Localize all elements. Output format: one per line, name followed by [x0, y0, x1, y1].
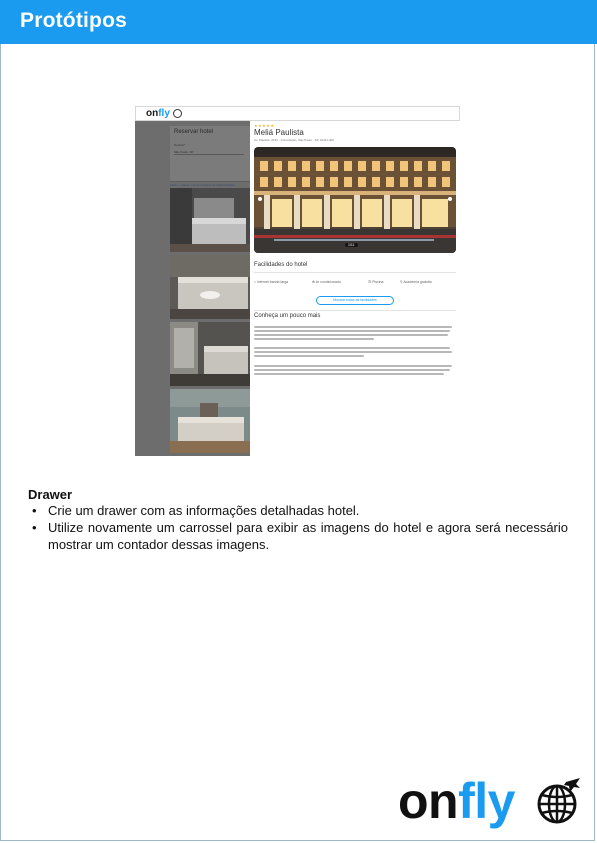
- about-title: Conheça um pouco mais: [254, 313, 321, 319]
- hotel-drawer: [250, 121, 460, 456]
- requirements-list: [28, 502, 568, 553]
- carousel-prev-button[interactable]: [258, 197, 262, 201]
- image-carousel[interactable]: [254, 147, 456, 253]
- globe-icon: [173, 109, 182, 118]
- facility-gym: ⚲ Academia gratuita: [400, 280, 432, 284]
- about-paragraph: [254, 365, 454, 368]
- breadcrumb: Início > Hotéis > Acomodações do Meliá Paulista: [170, 183, 236, 187]
- search-card: [170, 126, 250, 182]
- hotel-thumbnail[interactable]: [170, 322, 250, 386]
- show-all-facilities-button[interactable]: Mostrar todas as facilidades: [316, 296, 394, 305]
- divider: [254, 272, 456, 273]
- destination-value: São Paulo, SP: [174, 150, 194, 154]
- page-title: Protótipos: [20, 9, 127, 32]
- globe-airplane-icon: [536, 776, 582, 826]
- hotel-address: Av. Paulista, 2181 - Consolação, São Paulo - SP, 01311-300: [254, 138, 334, 142]
- hotel-facade-image: [254, 147, 456, 253]
- footer-logo-wordmark: onfly: [398, 773, 515, 829]
- facility-wifi: ≈ Internet banda larga: [254, 280, 289, 284]
- prototype-topbar: [135, 106, 460, 121]
- facilities-title: Facilidades do hotel: [254, 262, 308, 268]
- star-rating: ★★★★★: [254, 123, 275, 128]
- search-card-title: Reservar hotel: [174, 129, 214, 135]
- prototype-left-overlay: [135, 121, 250, 456]
- pool-icon: ☲: [368, 280, 373, 284]
- hotel-thumbnail[interactable]: [170, 255, 250, 319]
- carousel-next-button[interactable]: [448, 197, 452, 201]
- image-counter: 1/11: [345, 243, 358, 247]
- list-item: • Utilize novamente um carrossel para exibir as imagens do hotel e agora será necessário mostrar um contador dessas imagens.: [28, 519, 568, 553]
- dumbbell-icon: ⚲: [400, 280, 404, 284]
- wifi-icon: ≈: [254, 280, 257, 284]
- hotel-name: Meliá Paulista: [254, 128, 304, 137]
- about-paragraph: [254, 326, 454, 329]
- prototype-logo: onfly: [146, 108, 170, 119]
- prototype-screenshot: [135, 106, 460, 456]
- facility-ac: ✻ Ar condicionado: [312, 280, 341, 284]
- drawer-heading: Drawer: [28, 487, 73, 502]
- facility-pool: ☲ Piscina: [368, 280, 384, 284]
- header-bar: [0, 0, 597, 44]
- destination-label: Destino*: [174, 143, 186, 147]
- divider: [174, 154, 244, 155]
- snowflake-icon: ✻: [312, 280, 316, 284]
- hotel-thumbnail[interactable]: [170, 188, 250, 252]
- about-paragraph: [254, 347, 454, 350]
- hotel-thumbnail[interactable]: [170, 389, 250, 453]
- list-item: • Crie um drawer com as informações detalhadas hotel.: [28, 502, 568, 519]
- divider: [254, 310, 456, 311]
